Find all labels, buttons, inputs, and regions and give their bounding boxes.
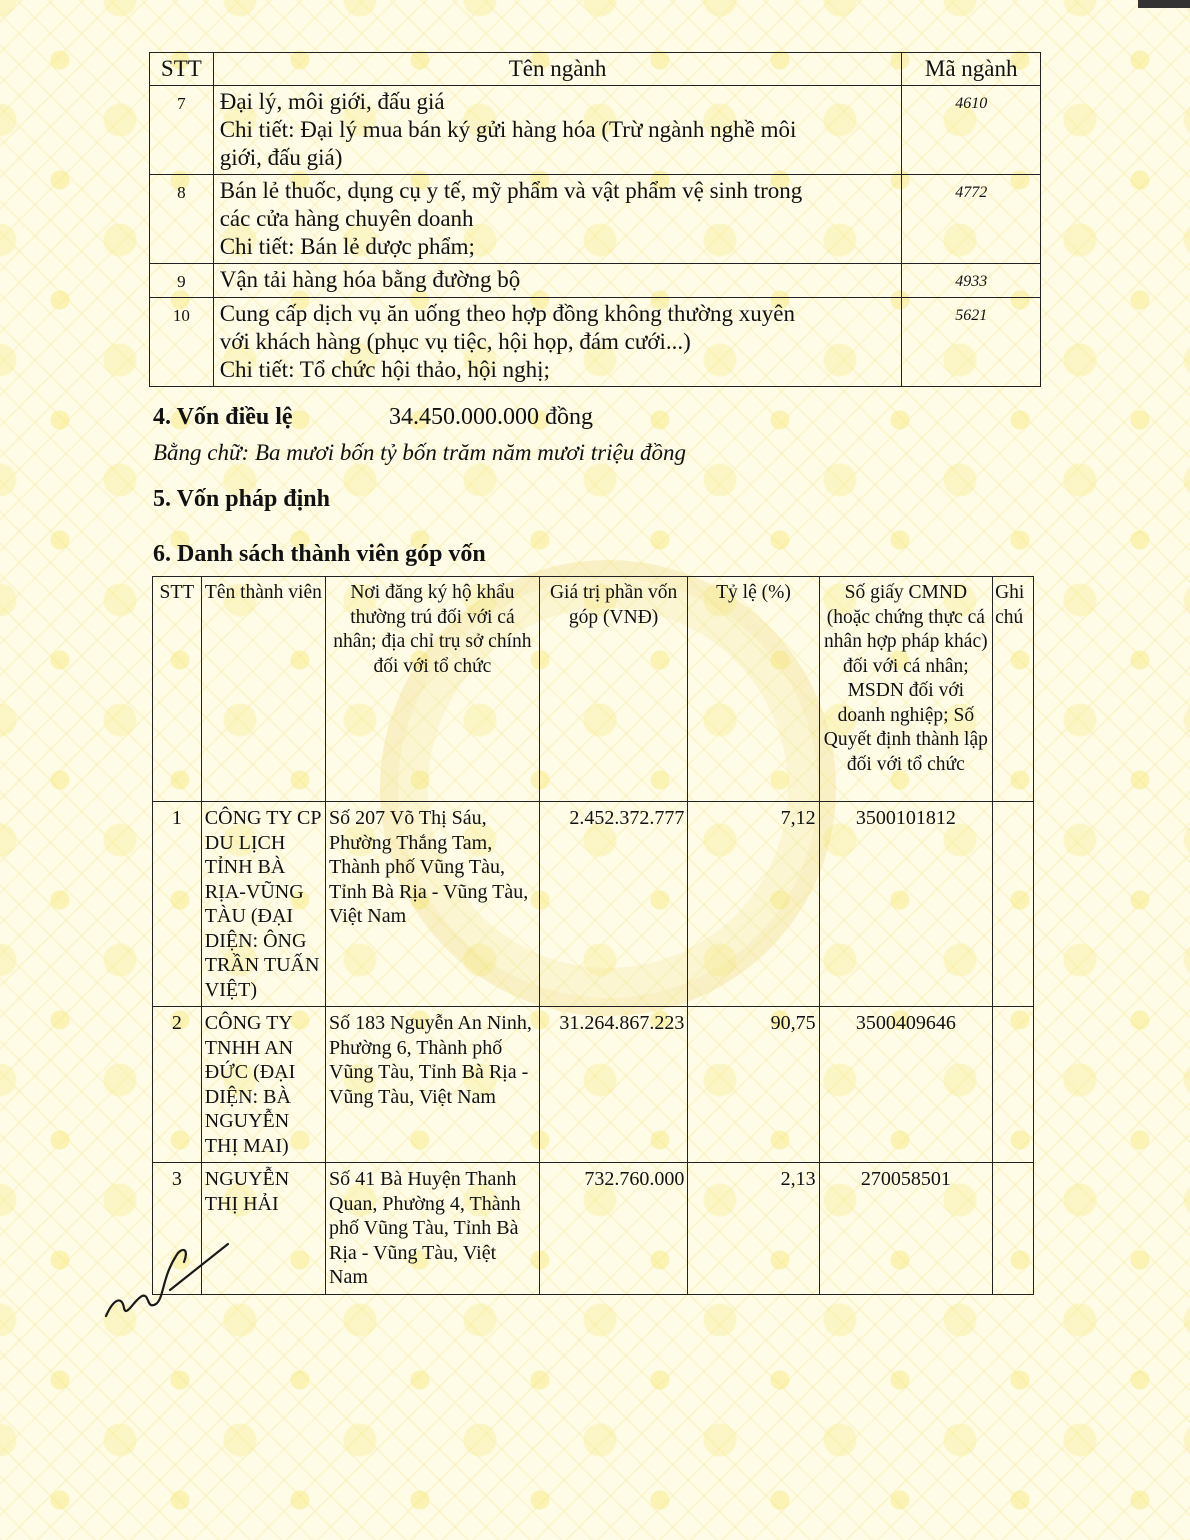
industry-stt: 7: [150, 86, 214, 175]
industry-stt: 9: [150, 264, 214, 298]
industry-stt: 8: [150, 175, 214, 264]
member-name: CÔNG TY CP DU LỊCH TỈNH BÀ RỊA-VŨNG TÀU (ĐẠI DIỆN: ÔNG TRẦN TUẤN VIỆT): [201, 802, 325, 1007]
members-heading: 6. Danh sách thành viên góp vốn: [153, 541, 486, 567]
header-id-number: Số giấy CMND (hoặc chứng thực cá nhân hợp pháp khác) đối với cá nhân; MSDN đối với doanh nghiệp; Số Quyết định thành lập đối với tổ chức: [819, 577, 992, 802]
header-industry-name: Tên ngành: [213, 53, 902, 86]
member-row: [153, 1163, 1034, 1295]
member-address: Số 207 Võ Thị Sáu, Phường Thắng Tam, Thành phố Vũng Tàu, Tỉnh Bà Rịa - Vũng Tàu, Việt Nam: [326, 802, 540, 1007]
industry-stt: 10: [150, 298, 214, 387]
charter-capital-heading: 4. Vốn điều lệ: [153, 404, 293, 430]
member-id-number: 3500101812: [819, 802, 992, 1007]
industries-header-row: [150, 53, 1041, 86]
member-note: [993, 1163, 1034, 1295]
header-ratio: Tỷ lệ (%): [688, 577, 819, 802]
member-row: [153, 1007, 1034, 1163]
industry-line: Đại lý, môi giới, đấu giá: [219, 89, 445, 114]
members-table: [152, 576, 1034, 1295]
industry-line: Vận tải hàng hóa bằng đường bộ: [219, 267, 521, 292]
header-note: Ghi chú: [993, 577, 1034, 802]
industry-code: 5621: [902, 298, 1041, 387]
industry-line: giới, đấu giá): [219, 145, 343, 170]
industry-line: Chi tiết: Tổ chức hội thảo, hội nghị;: [219, 357, 550, 382]
industry-row: [150, 264, 1041, 298]
industry-row: [150, 86, 1041, 175]
industry-line: với khách hàng (phục vụ tiệc, hội họp, đám cưới...): [219, 329, 691, 354]
member-ratio: 90,75: [688, 1007, 819, 1163]
industry-code: 4933: [902, 264, 1041, 298]
scan-edge-mark: [1138, 0, 1190, 8]
member-address: Số 183 Nguyễn An Ninh, Phường 6, Thành phố Vũng Tàu, Tỉnh Bà Rịa - Vũng Tàu, Việt Nam: [326, 1007, 540, 1163]
member-id-number: 3500409646: [819, 1007, 992, 1163]
member-address: Số 41 Bà Huyện Thanh Quan, Phường 4, Thành phố Vũng Tàu, Tỉnh Bà Rịa - Vũng Tàu, Việt Nam: [326, 1163, 540, 1295]
member-stt: 3: [153, 1163, 202, 1295]
header-stt: STT: [150, 53, 214, 86]
member-note: [993, 802, 1034, 1007]
header-stt: STT: [153, 577, 202, 802]
industry-line: Chi tiết: Đại lý mua bán ký gửi hàng hóa (Trừ ngành nghề môi: [219, 117, 797, 142]
industry-name: [213, 264, 902, 298]
member-name: NGUYỄN THỊ HẢI: [201, 1163, 325, 1295]
charter-capital-amount: 34.450.000.000 đồng: [389, 404, 593, 430]
member-name: CÔNG TY TNHH AN ĐỨC (ĐẠI DIỆN: BÀ NGUYỄN THỊ MAI): [201, 1007, 325, 1163]
member-id-number: 270058501: [819, 1163, 992, 1295]
member-stt: 2: [153, 1007, 202, 1163]
charter-capital-in-words: Bằng chữ: Ba mươi bốn tỷ bốn trăm năm mươi triệu đồng: [153, 440, 686, 465]
signature-scribble: [100, 1238, 240, 1328]
member-ratio: 2,13: [688, 1163, 819, 1295]
header-capital-value: Giá trị phần vốn góp (VNĐ): [539, 577, 688, 802]
member-capital-value: 31.264.867.223: [539, 1007, 688, 1163]
industries-table: [149, 52, 1041, 387]
members-header-row: [153, 577, 1034, 802]
member-stt: 1: [153, 802, 202, 1007]
header-member-name: Tên thành viên: [201, 577, 325, 802]
member-capital-value: 732.760.000: [539, 1163, 688, 1295]
member-capital-value: 2.452.372.777: [539, 802, 688, 1007]
industry-name: [213, 86, 902, 175]
member-note: [993, 1007, 1034, 1163]
industry-row: [150, 175, 1041, 264]
industry-name: [213, 175, 902, 264]
header-address: Nơi đăng ký hộ khẩu thường trú đối với cá nhân; địa chỉ trụ sở chính đối với tổ chức: [326, 577, 540, 802]
industry-line: Cung cấp dịch vụ ăn uống theo hợp đồng không thường xuyên: [219, 301, 796, 326]
industry-line: Chi tiết: Bán lẻ dược phẩm;: [219, 234, 475, 259]
industry-row: [150, 298, 1041, 387]
industry-name: [213, 298, 902, 387]
member-ratio: 7,12: [688, 802, 819, 1007]
industry-line: các cửa hàng chuyên doanh: [219, 206, 474, 231]
industry-line: Bán lẻ thuốc, dụng cụ y tế, mỹ phẩm và vật phẩm vệ sinh trong: [219, 178, 803, 203]
header-industry-code: Mã ngành: [902, 53, 1041, 86]
industry-code: 4772: [902, 175, 1041, 264]
legal-capital-heading: 5. Vốn pháp định: [153, 486, 330, 512]
industry-code: 4610: [902, 86, 1041, 175]
member-row: [153, 802, 1034, 1007]
